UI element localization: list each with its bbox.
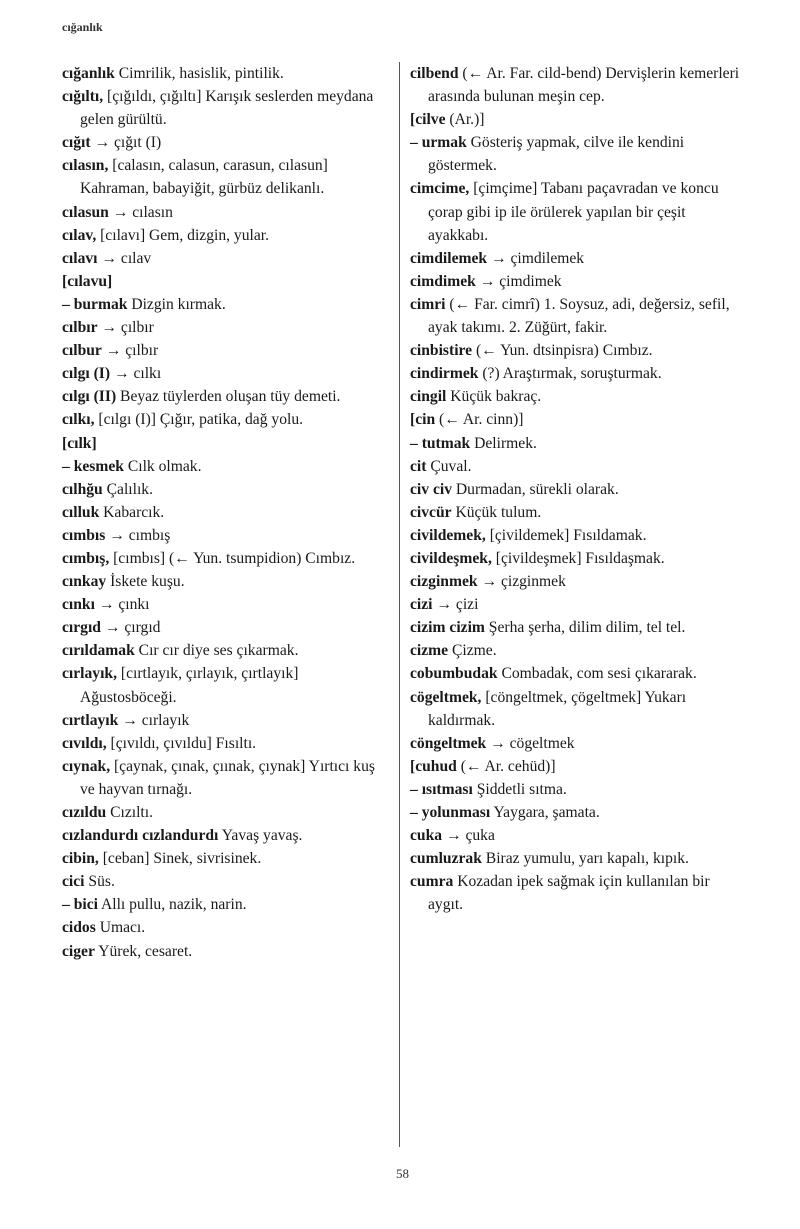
definition: Şerha şerha, dilim dilim, tel tel.: [484, 619, 686, 637]
dictionary-entry: [62, 293, 392, 316]
headword: cimdilemek: [410, 249, 488, 267]
definition: → çınkı: [94, 596, 150, 614]
definition: Combadak, com sesi çıkararak.: [497, 665, 697, 683]
definition: (← Far. cimrî) 1. Soysuz, adi, değersiz, sefil, ayak takımı. 2. Züğürt, fakir.: [428, 295, 730, 337]
definition: → cırlayık: [118, 711, 190, 729]
headword: cınkı: [62, 596, 95, 614]
definition: [cılgı (I)] Çığır, patika, dağ yolu.: [94, 411, 304, 429]
headword: cılbur: [62, 342, 102, 360]
definition: Umacı.: [95, 919, 146, 937]
definition: (← Ar. Far. cild-bend) Dervişlerin kemerleri arasında bulunan meşin cep.: [428, 65, 740, 106]
headword: cibin,: [62, 850, 99, 868]
dictionary-entry: [62, 247, 392, 270]
definition: → çılbır: [97, 319, 154, 337]
headword: – kesmek: [62, 457, 124, 475]
headword: cindirmek: [410, 365, 479, 383]
dictionary-entry: [410, 801, 742, 824]
dictionary-entry: [410, 62, 742, 108]
headword: cımbış,: [62, 549, 110, 567]
headword: cılluk: [62, 503, 100, 521]
definition: Gösteriş yapmak, cilve ile kendini göstermek.: [428, 134, 685, 175]
headword: cımbıs: [62, 526, 106, 544]
dictionary-entry: [62, 824, 392, 847]
headword: cırgıd: [62, 619, 101, 637]
headword: [cuhud: [410, 757, 457, 775]
definition: → cögeltmek: [486, 734, 575, 752]
definition: → cılasın: [108, 203, 173, 221]
dictionary-entry: [62, 362, 392, 385]
headword: cuka: [410, 827, 443, 845]
definition: [calasın, calasun, carasun, cılasun] Kahraman, babayiğit, gürbüz delikanlı.: [80, 157, 328, 198]
dictionary-entry: [410, 131, 742, 177]
dictionary-entry: [62, 916, 392, 939]
headword: cılkı,: [62, 411, 95, 429]
dictionary-entry: [410, 847, 742, 870]
definition: [ceban] Sinek, sivrisinek.: [98, 850, 262, 868]
headword: – burmak: [62, 295, 128, 313]
dictionary-entry: [410, 408, 742, 431]
dictionary-entry: [62, 224, 392, 247]
definition: (← Ar. cehüd)]: [456, 757, 556, 775]
dictionary-entry: [410, 616, 742, 639]
definition: → çılbır: [101, 342, 159, 360]
headword: cit: [410, 457, 427, 475]
definition: (Ar.)]: [445, 111, 485, 129]
page-number: 58: [396, 1166, 409, 1181]
headword: cırıldamak: [62, 642, 135, 660]
headword: – ısıtması: [410, 780, 473, 798]
headword: ciger: [62, 942, 95, 960]
dictionary-entry: [62, 316, 392, 339]
dictionary-entry: [62, 131, 392, 154]
dictionary-entry: [410, 732, 742, 755]
dictionary-entry: [410, 432, 742, 455]
headword: cıynak,: [62, 757, 111, 775]
definition: Şiddetli sıtma.: [472, 780, 567, 798]
definition: (?) Araştırmak, soruşturmak.: [478, 365, 662, 383]
dictionary-entry: [410, 385, 742, 408]
dictionary-entry: [410, 524, 742, 547]
headword: cumra: [410, 873, 454, 891]
headword: – bici: [62, 896, 98, 914]
dictionary-entry: [62, 432, 392, 455]
definition: → cılav: [97, 249, 152, 267]
definition: → çizi: [432, 596, 479, 614]
definition: → çimdilemek: [487, 249, 585, 267]
definition: [çaynak, çınak, çıınak, çıynak] Yırtıcı kuş ve hayvan tırnağı.: [80, 757, 375, 798]
headword: cızlandurdı cızlandurdı: [62, 827, 219, 845]
definition: → çizginmek: [477, 573, 566, 591]
dictionary-entry: [62, 801, 392, 824]
dictionary-entry: [62, 201, 392, 224]
dictionary-entry: [62, 593, 392, 616]
definition: Beyaz tüylerden oluşan tüy demeti.: [116, 388, 341, 406]
headword: cizginmek: [410, 573, 478, 591]
definition: [cılavı] Gem, dizgin, yular.: [96, 226, 269, 244]
headword: cilbend: [410, 65, 459, 82]
left-column: [62, 62, 392, 963]
headword: cığıltı,: [62, 88, 104, 106]
dictionary-entry: [62, 870, 392, 893]
headword: cizim cizim: [410, 619, 485, 637]
headword: cimcime,: [410, 180, 470, 198]
dictionary-entry: [62, 85, 392, 131]
headword: civcür: [410, 503, 452, 521]
headword: cılasun: [62, 203, 109, 221]
dictionary-entry: [62, 662, 392, 708]
dictionary-entry: [410, 293, 742, 339]
definition: Cır cır diye ses çıkarmak.: [134, 642, 299, 660]
headword: – yolunması: [410, 804, 491, 821]
dictionary-entry: [62, 455, 392, 478]
definition: [cırtlayık, çırlayık, çırtlayık] Ağustosböceği.: [80, 665, 299, 706]
dictionary-entry: [62, 408, 392, 431]
headword: cırtlayık: [62, 711, 119, 729]
headword: cınkay: [62, 573, 107, 591]
dictionary-entry: [410, 686, 742, 732]
headword: cıvıldı,: [62, 734, 107, 752]
dictionary-entry: [410, 593, 742, 616]
definition: Biraz yumulu, yarı kapalı, kıpık.: [481, 850, 689, 868]
headword: cılav,: [62, 226, 97, 244]
headword: cılavı: [62, 249, 98, 267]
headword: cığanlık: [62, 65, 115, 82]
dictionary-entry: [62, 755, 392, 801]
headword: cimdimek: [410, 272, 476, 290]
dictionary-entry: [410, 339, 742, 362]
definition: Kabarcık.: [99, 503, 165, 521]
dictionary-entry: [410, 455, 742, 478]
definition: [cımbıs] (← Yun. tsumpidion) Cımbız.: [109, 549, 356, 567]
definition: Çuval.: [426, 457, 472, 475]
dictionary-entry: [62, 339, 392, 362]
headword: cöngeltmek: [410, 734, 487, 752]
dictionary-entry: [62, 385, 392, 408]
headword: cığıt: [62, 134, 91, 152]
definition: → cılkı: [110, 365, 162, 383]
dictionary-entry: [62, 940, 392, 963]
headword: cingil: [410, 388, 447, 406]
definition: Süs.: [84, 873, 115, 891]
definition: Allı pullu, nazik, narin.: [97, 896, 247, 914]
dictionary-entry: [410, 478, 742, 501]
definition: Küçük bakraç.: [446, 388, 542, 406]
definition: Yaygara, şamata.: [490, 804, 600, 821]
headword: – urmak: [410, 134, 467, 152]
definition: → cımbış: [105, 526, 171, 544]
definition: Durmadan, sürekli olarak.: [452, 480, 619, 498]
headword: – tutmak: [410, 434, 471, 452]
headword: cimri: [410, 295, 446, 313]
headword: cizi: [410, 596, 433, 614]
dictionary-entry: [62, 639, 392, 662]
dictionary-entry: [410, 501, 742, 524]
running-head: cığanlık: [62, 20, 103, 34]
definition: [cöngeltmek, çögeltmek] Yukarı kaldırmak.: [428, 688, 687, 729]
definition: → çırgıd: [100, 619, 161, 637]
headword: cumluzrak: [410, 850, 482, 868]
headword: cılbır: [62, 319, 98, 337]
definition: Yürek, cesaret.: [94, 942, 193, 960]
dictionary-entry: [410, 270, 742, 293]
definition: Yavaş yavaş.: [218, 827, 303, 845]
definition: → çimdimek: [475, 272, 562, 290]
dictionary-entry: [410, 362, 742, 385]
dictionary-entry: [62, 616, 392, 639]
dictionary-entry: [62, 547, 392, 570]
dictionary-entry: [410, 778, 742, 801]
dictionary-entry: [62, 524, 392, 547]
dictionary-entry: [62, 478, 392, 501]
definition: Kozadan ipek sağmak için kullanılan bir aygıt.: [428, 873, 710, 914]
definition: [çıvıldı, çıvıldu] Fısıltı.: [106, 734, 257, 752]
headword: civ civ: [410, 480, 452, 498]
column-divider: [399, 62, 400, 1147]
definition: Çalılık.: [102, 480, 153, 498]
definition: Cızıltı.: [106, 804, 153, 821]
headword: [cilve: [410, 111, 446, 129]
definition: [çivildemek] Fısıldamak.: [485, 526, 647, 544]
dictionary-entry: [62, 893, 392, 916]
definition: [çimçime] Tabanı paçavradan ve koncu çorap gibi ip ile örülerek yapılan bir çeşit ayakkabı.: [428, 180, 719, 244]
definition: Küçük tulum.: [451, 503, 542, 521]
dictionary-entry: [410, 547, 742, 570]
headword: civildeşmek,: [410, 549, 492, 567]
headword: cızıldu: [62, 804, 107, 821]
definition: [çivildeşmek] Fısıldaşmak.: [491, 549, 665, 567]
dictionary-entry: [62, 709, 392, 732]
definition: [çığıldı, çığıltı] Karışık seslerden meydana gelen gürültü.: [80, 88, 374, 129]
right-column: [410, 62, 742, 916]
dictionary-entry: [410, 177, 742, 246]
headword: cılgı (I): [62, 365, 111, 383]
headword: [cin: [410, 411, 436, 429]
headword: cobumbudak: [410, 665, 498, 683]
dictionary-entry: [62, 732, 392, 755]
dictionary-entry: [410, 108, 742, 131]
headword: [cılk]: [62, 434, 97, 452]
definition: Delirmek.: [470, 434, 537, 452]
headword: cizme: [410, 642, 449, 660]
definition: Cimrilik, hasislik, pintilik.: [114, 65, 284, 82]
headword: cögeltmek,: [410, 688, 482, 706]
definition: → çığıt (I): [90, 134, 162, 152]
headword: [cılavu]: [62, 272, 113, 290]
definition: Cılk olmak.: [123, 457, 202, 475]
definition: Çizme.: [448, 642, 497, 660]
dictionary-entry: [410, 639, 742, 662]
dictionary-entry: [410, 247, 742, 270]
headword: cılhğu: [62, 480, 103, 498]
definition: (← Ar. cinn)]: [435, 411, 524, 429]
headword: cırlayık,: [62, 665, 118, 683]
definition: (← Yun. dtsinpisra) Cımbız.: [472, 342, 653, 360]
dictionary-entry: [410, 662, 742, 685]
dictionary-entry: [410, 755, 742, 778]
dictionary-entry: [62, 501, 392, 524]
dictionary-entry: [62, 570, 392, 593]
definition: Dizgin kırmak.: [127, 295, 226, 313]
dictionary-entry: [62, 62, 392, 85]
dictionary-entry: [62, 154, 392, 200]
dictionary-entry: [410, 824, 742, 847]
headword: cidos: [62, 919, 96, 937]
dictionary-entry: [62, 847, 392, 870]
dictionary-entry: [410, 870, 742, 916]
headword: cinbistire: [410, 342, 473, 360]
headword: cılgı (II): [62, 388, 117, 406]
dictionary-entry: [410, 570, 742, 593]
headword: cılasın,: [62, 157, 109, 175]
headword: cici: [62, 873, 85, 891]
dictionary-entry: [62, 270, 392, 293]
headword: civildemek,: [410, 526, 486, 544]
definition: → çuka: [442, 827, 495, 845]
definition: İskete kuşu.: [106, 573, 185, 591]
